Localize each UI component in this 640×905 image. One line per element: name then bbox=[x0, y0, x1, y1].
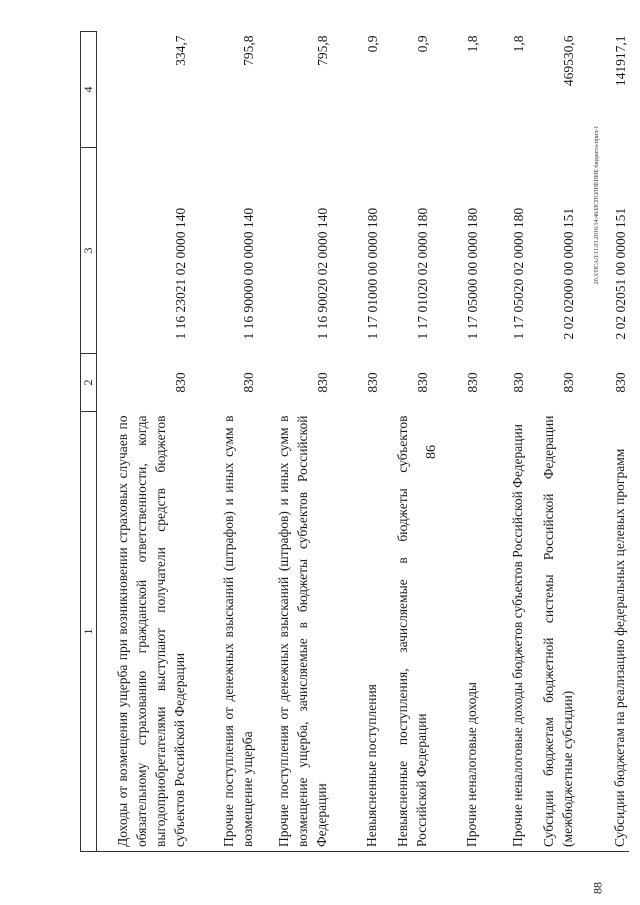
row-admin-code-cell: 830 bbox=[465, 372, 480, 393]
table-row bbox=[527, 32, 577, 852]
file-path-footer: 20.3/ПСАЛ/11.03.2016/14:46/ИСПОЛНЕНИЕ бюджета-прил-1 bbox=[594, 125, 600, 285]
row-name-cell: Прочие неналоговые доходы bbox=[431, 412, 481, 852]
header-col-3: 3 bbox=[81, 148, 97, 354]
row-admin-code-cell: 830 bbox=[365, 372, 380, 393]
row-budget-code-cell: 1 17 01000 00 0000 180 bbox=[365, 207, 380, 340]
row-admin-code-cell: 830 bbox=[613, 372, 628, 393]
row-amount-cell: 469530,6 bbox=[561, 35, 576, 87]
sheet-number: 88 bbox=[590, 882, 605, 894]
row-name-cell: Прочие поступления от денежных взысканий (штрафов) и иных сумм в возмещение ущерба bbox=[189, 412, 257, 852]
table-row bbox=[257, 32, 331, 852]
row-admin-code-cell: 830 bbox=[241, 372, 256, 393]
row-budget-code-cell: 1 16 90000 00 0000 140 bbox=[241, 207, 256, 340]
table-row bbox=[481, 32, 527, 852]
row-budget-code-cell: 1 17 05000 00 0000 180 bbox=[465, 207, 480, 340]
row-budget-code-cell: 2 02 02000 00 0000 151 bbox=[561, 207, 576, 340]
row-amount-cell: 795,8 bbox=[315, 35, 330, 66]
header-col-4: 4 bbox=[81, 32, 97, 148]
row-name-cell: Прочие неналоговые доходы бюджетов субъектов Российской Федерации bbox=[481, 412, 527, 852]
table-row bbox=[331, 32, 381, 852]
table-row bbox=[431, 32, 481, 852]
row-amount-cell: 0,9 bbox=[365, 35, 380, 53]
row-budget-code-cell: 2 02 02051 00 0000 151 bbox=[613, 207, 628, 340]
row-budget-code-cell: 1 16 90020 02 0000 140 bbox=[315, 207, 330, 340]
row-admin-code-cell: 830 bbox=[415, 372, 430, 393]
row-amount-cell: 0,9 bbox=[415, 35, 430, 53]
table-row bbox=[97, 32, 190, 852]
row-name-cell: Невыясненные поступления bbox=[331, 412, 381, 852]
table-row bbox=[189, 32, 257, 852]
row-name-cell: Субсидии бюджетам на реализацию федеральных целевых программ bbox=[577, 412, 629, 852]
header-col-2: 2 bbox=[81, 354, 97, 412]
row-name-cell: Субсидии бюджетам бюджетной системы Российской Федерации (межбюджетные субсидии) bbox=[527, 412, 577, 852]
row-budget-code-cell: 1 17 05020 02 0000 180 bbox=[511, 207, 526, 340]
header-col-1: 1 bbox=[81, 412, 97, 852]
row-name-cell: Доходы от возмещения ущерба при возникновении страховых случаев по обязательному страхованию гражданской ответственности, когда выгодоприобретателями выступают получатели средств бюджетов субъектов Российской Федерации bbox=[97, 412, 190, 852]
row-budget-code-cell: 1 17 01020 02 0000 180 bbox=[415, 207, 430, 340]
row-amount-cell: 334,7 bbox=[173, 35, 188, 66]
row-amount-cell: 795,8 bbox=[241, 35, 256, 66]
revenue-table bbox=[80, 31, 629, 852]
row-amount-cell: 1,8 bbox=[511, 35, 526, 53]
row-admin-code-cell: 830 bbox=[315, 372, 330, 393]
row-admin-code-cell: 830 bbox=[511, 372, 526, 393]
row-admin-code-cell: 830 bbox=[173, 372, 188, 393]
page-number: 86 bbox=[424, 445, 439, 459]
table-row bbox=[577, 32, 629, 852]
table-row bbox=[381, 32, 431, 852]
table-header-row bbox=[81, 32, 97, 852]
row-amount-cell: 141917,1 bbox=[613, 35, 628, 87]
row-name-cell: Прочие поступления от денежных взысканий (штрафов) и иных сумм в возмещение ущерба, зачисляемые в бюджеты субъектов Российской Федерации bbox=[257, 412, 331, 852]
row-name-cell: Невыясненные поступления, зачисляемые в бюджеты субъектов Российской Федерации bbox=[381, 412, 431, 852]
row-budget-code-cell: 1 16 23021 02 0000 140 bbox=[173, 207, 188, 340]
row-amount-cell: 1,8 bbox=[465, 35, 480, 53]
row-admin-code-cell: 830 bbox=[561, 372, 576, 393]
